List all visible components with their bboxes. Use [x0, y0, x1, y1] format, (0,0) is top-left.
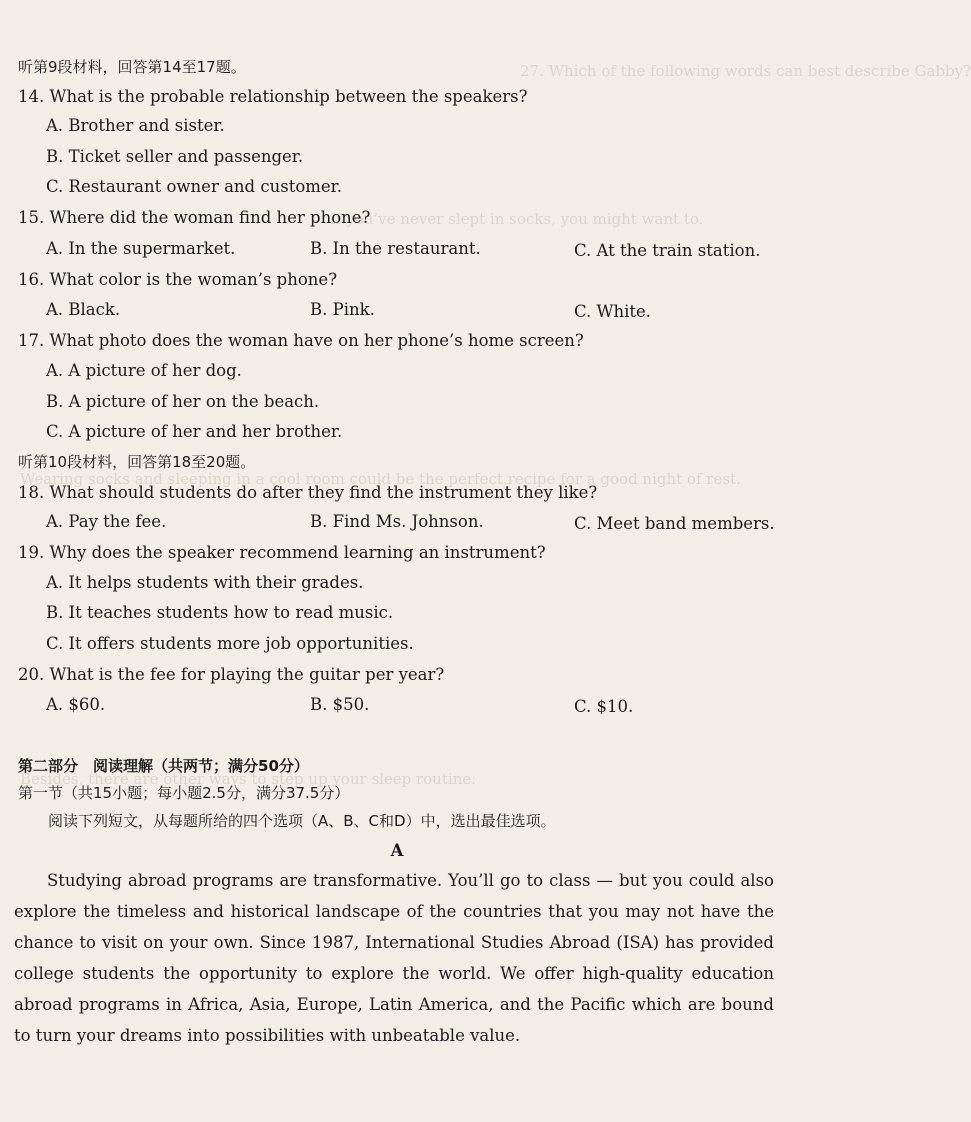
question-18-stem: 18. What should students do after they find the instrument they like?	[18, 483, 598, 502]
question-17-option-a: A. A picture of her dog.	[46, 361, 242, 380]
question-16-option-b: B. Pink.	[310, 300, 375, 319]
question-20-option-c: C. $10.	[574, 697, 634, 716]
question-19-option-c: C. It offers students more job opportunities.	[46, 634, 414, 653]
bleed-through-text: Wearing socks and sleeping in a cool room could be the perfect recipe for a good night of rest.	[20, 470, 741, 488]
question-15-option-c: C. At the train station.	[574, 241, 761, 260]
question-18-option-a: A. Pay the fee.	[46, 512, 167, 531]
question-20-option-b: B. $50.	[310, 695, 370, 714]
question-20-stem: 20. What is the fee for playing the guitar per year?	[18, 665, 445, 684]
question-17-option-b: B. A picture of her on the beach.	[46, 392, 320, 411]
passage-a-text: Studying abroad programs are transformative. You’ll go to class — but you could also explore the timeless and historical landscape of the countries that you may not have the chance to visit on your own. Since 1987, International Studies Abroad (ISA) has provided college students the opportunity to explore the world. We offer high-quality education abroad programs in Africa, Asia, Europe, Latin America, and the Pacific which are bound to turn your dreams into possibilities with unbeatable value.	[14, 871, 774, 1045]
question-19-option-b: B. It teaches students how to read music.	[46, 603, 394, 622]
question-15-option-a: A. In the supermarket.	[46, 239, 236, 258]
question-18-option-b: B. Find Ms. Johnson.	[310, 512, 484, 531]
question-14-option-b: B. Ticket seller and passenger.	[46, 147, 304, 166]
section-1-title: 第一节（共15小题；每小题2.5分，满分37.5分）	[18, 784, 350, 802]
bleed-through-text: 27. Which of the following words can best describe Gabby?	[520, 62, 971, 80]
bleed-through-text: If you’ve never slept in socks, you might want to.	[330, 210, 704, 228]
question-14-option-c: C. Restaurant owner and customer.	[46, 177, 342, 196]
question-14-option-a: A. Brother and sister.	[46, 116, 225, 135]
question-17-stem: 17. What photo does the woman have on her phone’s home screen?	[18, 331, 584, 350]
question-19-stem: 19. Why does the speaker recommend learning an instrument?	[18, 543, 546, 562]
question-16-option-c: C. White.	[574, 302, 652, 321]
question-18-option-c: C. Meet band members.	[574, 514, 775, 533]
question-16-option-a: A. Black.	[46, 300, 121, 319]
section-intro-9: 听第9段材料，回答第14至17题。	[18, 58, 246, 76]
question-15-option-b: B. In the restaurant.	[310, 239, 481, 258]
part-2-title: 第二部分 阅读理解（共两节；满分50分）	[18, 757, 309, 775]
reading-instruction: 阅读下列短文，从每题所给的四个选项（A、B、C和D）中，选出最佳选项。	[48, 812, 556, 830]
section-intro-10: 听第10段材料，回答第18至20题。	[18, 453, 256, 471]
question-17-option-c: C. A picture of her and her brother.	[46, 422, 343, 441]
question-15-stem: 15. Where did the woman find her phone?	[18, 208, 371, 227]
question-14-stem: 14. What is the probable relationship between the speakers?	[18, 87, 528, 106]
question-16-stem: 16. What color is the woman’s phone?	[18, 270, 338, 289]
question-19-option-a: A. It helps students with their grades.	[46, 573, 364, 592]
passage-label: A	[390, 841, 404, 860]
bleed-through-text: Besides, there are other ways to step up your sleep routine.	[20, 770, 477, 788]
question-20-option-a: A. $60.	[46, 695, 106, 714]
